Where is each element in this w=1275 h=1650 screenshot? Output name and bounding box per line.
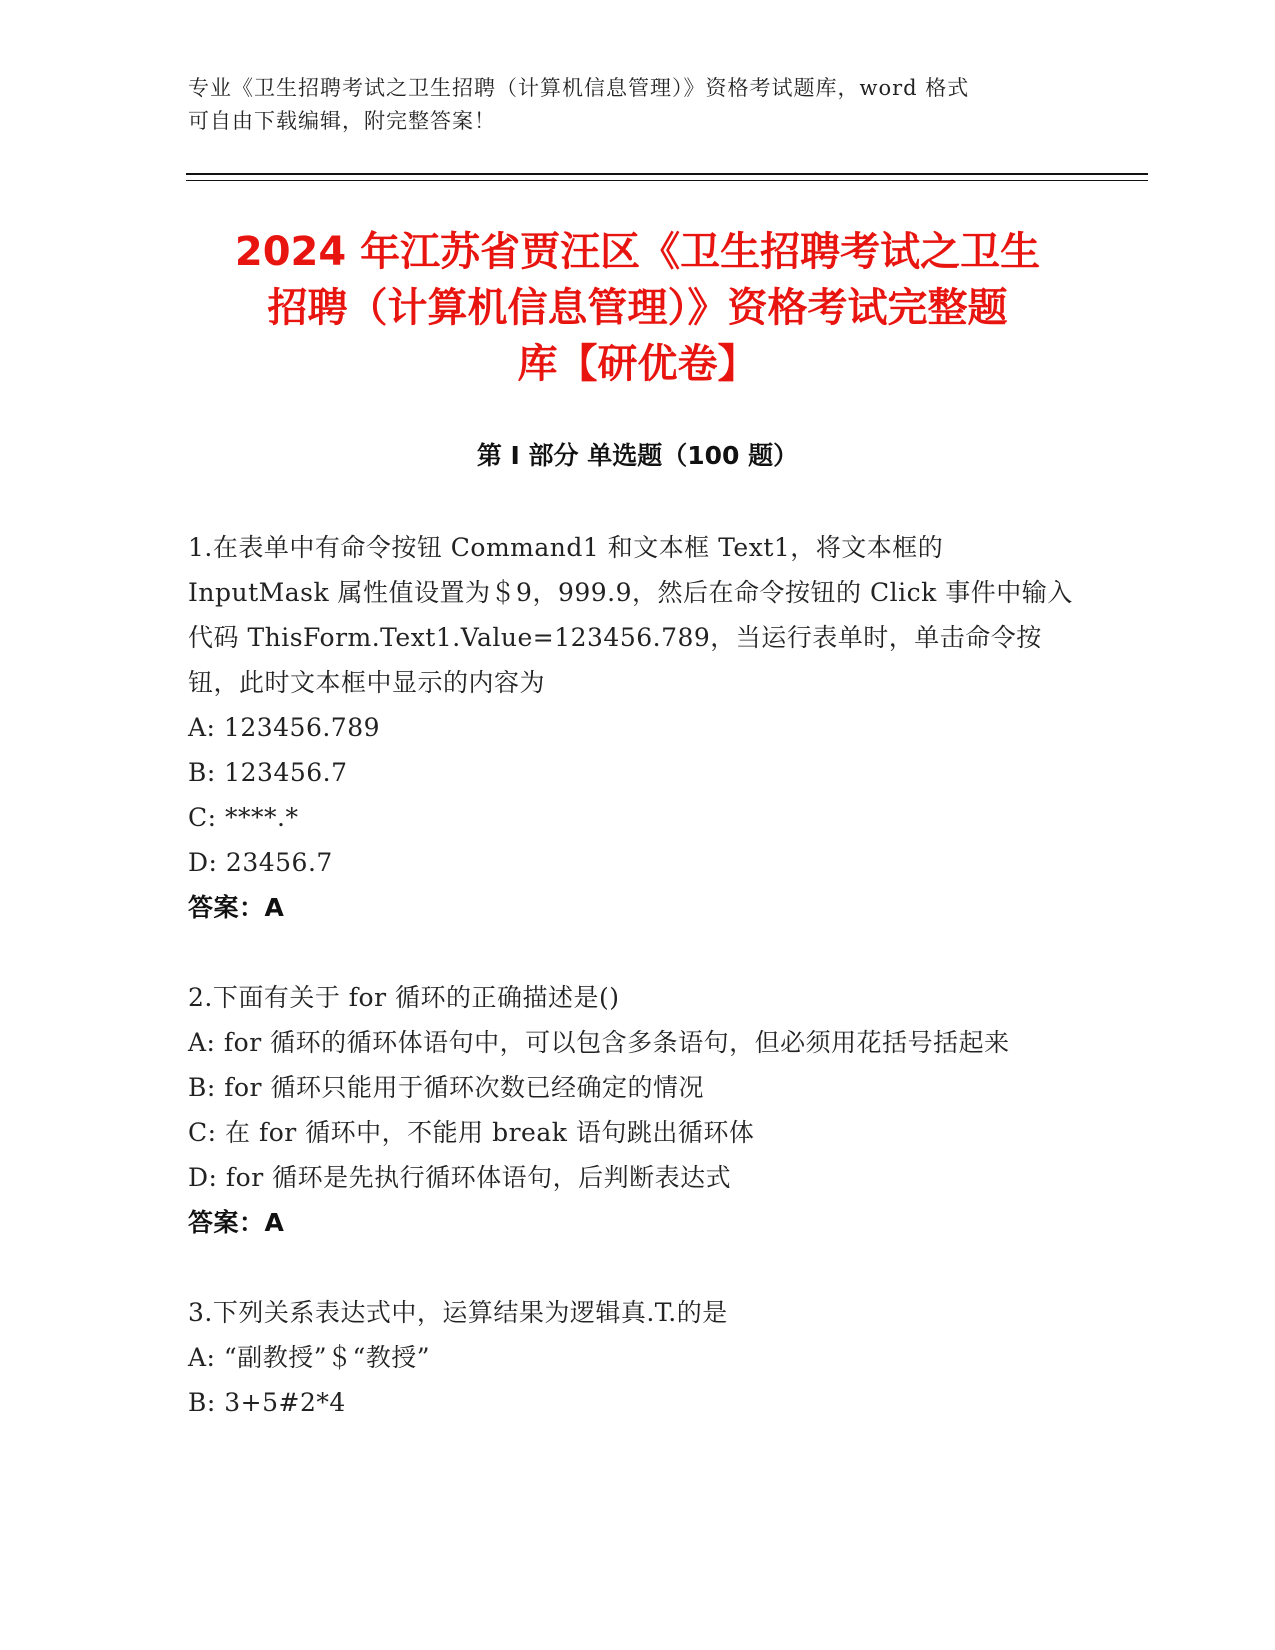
answer: 答案：A: [188, 893, 285, 922]
header-line-1: 专业《卫生招聘考试之卫生招聘（计算机信息管理）》资格考试题库，word 格式: [188, 76, 970, 100]
option-b: B: 3+5#2*4: [188, 1388, 346, 1417]
title-line-2: 招聘（计算机信息管理）》资格考试完整题: [267, 285, 1008, 331]
question-list: [188, 525, 1088, 1470]
header-divider-thin: [186, 180, 1148, 181]
header-line-2: 可自由下载编辑，附完整答案！: [188, 109, 496, 133]
document-title: [160, 224, 1115, 392]
question-text: 2.下面有关于 for 循环的正确描述是(): [188, 983, 620, 1012]
section-title: 第 I 部分 单选题（100 题）: [476, 441, 799, 470]
option-a: A: for 循环的循环体语句中，可以包含多条语句，但必须用花括号括起来: [188, 1028, 1010, 1057]
question-text: 1.在表单中有命令按钮 Command1 和文本框 Text1，将文本框的 InputMask 属性值设置为＄9，999.9，然后在命令按钮的 Click 事件中输入代码 ThisForm.Text1.Value=123456.789，当运行表单时，单击命令按钮，此时文本框中显示的内容为: [188, 533, 1073, 697]
option-c: C: ****.*: [188, 803, 299, 832]
option-c: C: 在 for 循环中，不能用 break 语句跳出循环体: [188, 1118, 755, 1147]
header-divider-thick: [186, 173, 1148, 175]
answer: 答案：A: [188, 1208, 285, 1237]
option-d: D: 23456.7: [188, 848, 333, 877]
option-b: B: for 循环只能用于循环次数已经确定的情况: [188, 1073, 704, 1102]
document-header: [188, 72, 1088, 138]
option-a: A: 123456.789: [188, 713, 381, 742]
question-1: [188, 525, 1088, 930]
title-line-3: 库【研优卷】: [517, 341, 758, 387]
title-line-1: 2024 年江苏省贾汪区《卫生招聘考试之卫生: [234, 229, 1041, 275]
option-a: A: “副教授”＄“教授”: [188, 1343, 431, 1372]
question-text: 3.下列关系表达式中，运算结果为逻辑真.T.的是: [188, 1298, 728, 1327]
option-b: B: 123456.7: [188, 758, 348, 787]
question-2: [188, 975, 1088, 1245]
option-d: D: for 循环是先执行循环体语句，后判断表达式: [188, 1163, 732, 1192]
question-3: [188, 1290, 1088, 1425]
